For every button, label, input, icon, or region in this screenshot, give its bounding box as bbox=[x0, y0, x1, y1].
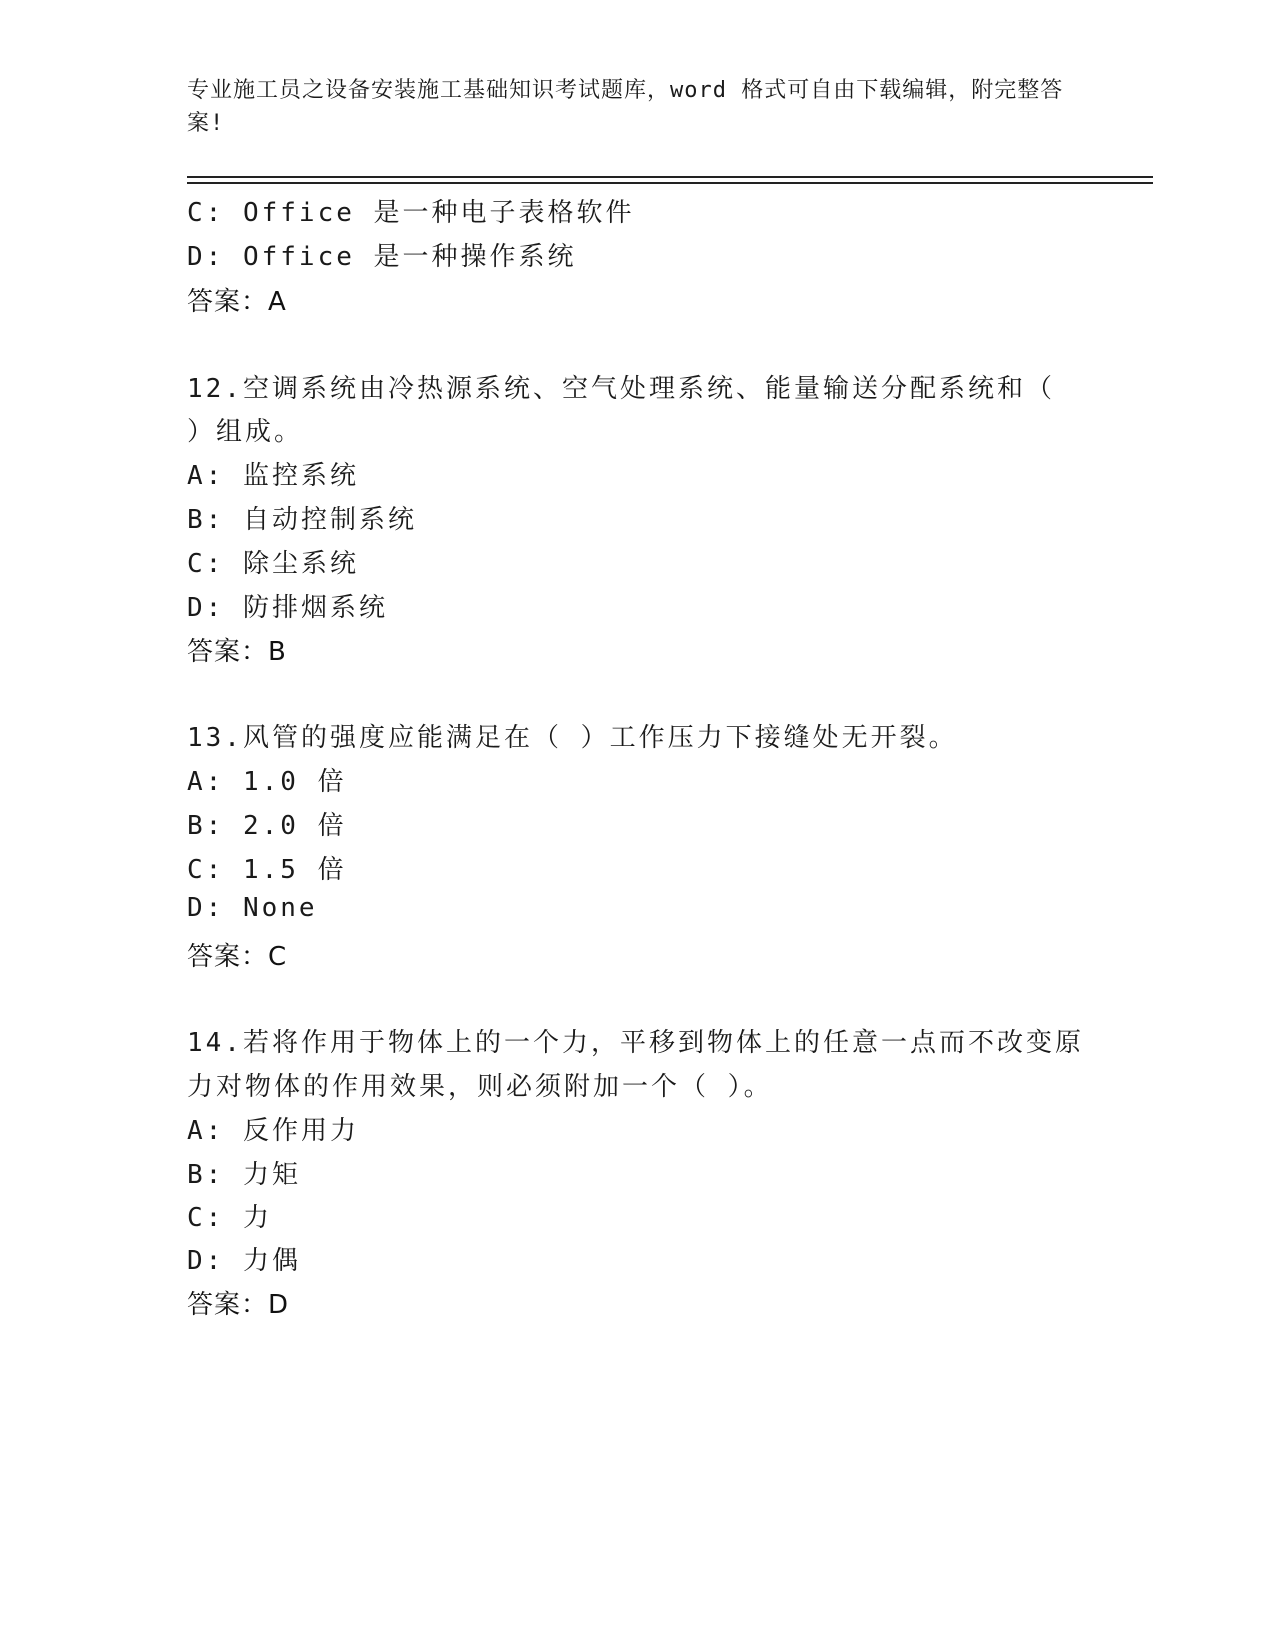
q12-option-b: B: 自动控制系统 bbox=[187, 505, 417, 535]
q13-option-a: A: 1.0 倍 bbox=[187, 767, 347, 797]
header-divider-bottom bbox=[187, 182, 1153, 184]
q14-stem-line2: 力对物体的作用效果，则必须附加一个（ ）。 bbox=[187, 1072, 773, 1102]
q14-answer: 答案：D bbox=[187, 1290, 290, 1320]
q13-option-d: D: None bbox=[187, 893, 318, 923]
header-divider-top bbox=[187, 176, 1153, 178]
q14-option-a: A: 反作用力 bbox=[187, 1116, 359, 1146]
q12-option-a: A: 监控系统 bbox=[187, 461, 359, 491]
q14-option-c: C: 力 bbox=[187, 1203, 272, 1233]
q12-stem-line1: 12.空调系统由冷热源系统、空气处理系统、能量输送分配系统和（ bbox=[187, 374, 1055, 404]
q14-option-b: B: 力矩 bbox=[187, 1160, 301, 1190]
q11-option-d: D: Office 是一种操作系统 bbox=[187, 242, 577, 272]
q13-option-b: B: 2.0 倍 bbox=[187, 811, 347, 841]
q13-answer: 答案：C bbox=[187, 942, 288, 972]
q12-answer: 答案：B bbox=[187, 637, 287, 667]
q12-stem-line2: ）组成。 bbox=[187, 417, 304, 447]
q11-answer: 答案：A bbox=[187, 287, 287, 317]
q14-stem-line1: 14.若将作用于物体上的一个力，平移到物体上的任意一点而不改变原 bbox=[187, 1028, 1084, 1058]
q12-option-d: D: 防排烟系统 bbox=[187, 593, 388, 623]
q11-option-c: C: Office 是一种电子表格软件 bbox=[187, 198, 635, 228]
q13-option-c: C: 1.5 倍 bbox=[187, 855, 347, 885]
q13-stem-line1: 13.风管的强度应能满足在（ ）工作压力下接缝处无开裂。 bbox=[187, 723, 958, 753]
document-header: 专业施工员之设备安装施工基础知识考试题库，word 格式可自由下载编辑，附完整答案! bbox=[187, 78, 1064, 136]
q14-option-d: D: 力偶 bbox=[187, 1246, 301, 1276]
q12-option-c: C: 除尘系统 bbox=[187, 549, 359, 579]
